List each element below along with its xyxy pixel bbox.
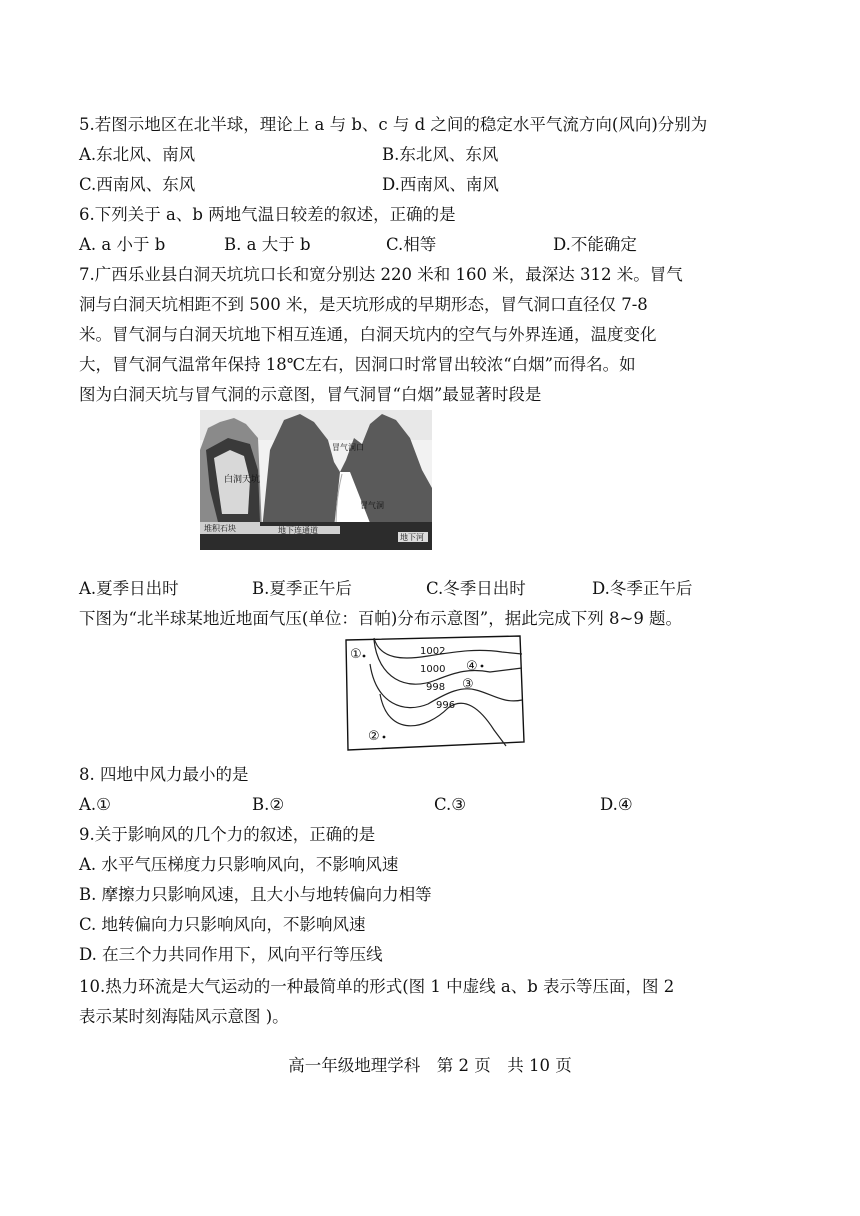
q7-line-3: 米。冒气洞与白洞天坑地下相互连通，白洞天坑内的空气与外界连通，温度变化 xyxy=(79,325,657,344)
point-2: ② xyxy=(368,729,380,744)
q9-option-a: A. 水平气压梯度力只影响风向，不影响风速 xyxy=(79,855,399,874)
q9-option-b: B. 摩擦力只影响风速，且大小与地转偏向力相等 xyxy=(79,885,432,904)
q5-stem: 5.若图示地区在北半球，理论上 a 与 b、c 与 d 之间的稳定水平气流方向(风向)分别为 xyxy=(79,115,708,134)
q7-option-d: D.冬季正午后 xyxy=(592,579,693,598)
intro-8-9: 下图为“北半球某地近地面气压(单位：百帕)分布示意图”，据此完成下列 8~9 题。 xyxy=(79,609,683,628)
q7-line-1: 7.广西乐业县白洞天坑坑口长和宽分别达 220 米和 160 米，最深达 312 米。冒气 xyxy=(79,265,683,284)
q7-line-2: 洞与白洞天坑相距不到 500 米，是天坑形成的早期形态，冒气洞口直径仅 7-8 xyxy=(79,295,648,314)
q8-stem: 8. 四地中风力最小的是 xyxy=(79,765,249,784)
q6-option-a: A. a 小于 b xyxy=(79,235,166,254)
q7-option-b: B.夏季正午后 xyxy=(252,579,352,598)
point-4: ④ xyxy=(466,659,478,674)
label-cave: 冒气洞 xyxy=(360,501,384,510)
q5-option-a: A.东北风、南风 xyxy=(79,145,196,164)
q8-option-d: D.④ xyxy=(600,795,633,814)
q9-stem: 9.关于影响风的几个力的叙述，正确的是 xyxy=(79,825,376,844)
label-river: 地下河 xyxy=(400,533,424,542)
isobar-996: 996 xyxy=(436,700,456,711)
q6-stem: 6.下列关于 a、b 两地气温日较差的叙述，正确的是 xyxy=(79,205,456,224)
pressure-map-figure xyxy=(344,634,526,752)
isobar-1002: 1002 xyxy=(420,646,446,657)
point-3: ③ xyxy=(462,677,474,692)
q6-option-c: C.相等 xyxy=(386,235,437,254)
q7-line-5: 图为白洞天坑与冒气洞的示意图，冒气洞冒“白烟”最显著时段是 xyxy=(79,385,542,404)
q8-option-c: C.③ xyxy=(434,795,467,814)
q7-option-c: C.冬季日出时 xyxy=(426,579,526,598)
point-1: ① xyxy=(350,647,362,662)
label-passage: 地下连通道 xyxy=(278,526,318,535)
q8-option-b: B.② xyxy=(252,795,285,814)
q9-option-d: D. 在三个力共同作用下，风向平行等压线 xyxy=(79,945,383,964)
q10-line-1: 10.热力环流是大气运动的一种最简单的形式(图 1 中虚线 a、b 表示等压面，图 2 xyxy=(79,977,675,996)
label-tiankeng: 白洞天坑 xyxy=(224,475,261,485)
q6-option-b: B. a 大于 b xyxy=(224,235,311,254)
q5-option-d: D.西南风、南风 xyxy=(382,175,499,194)
q6-option-d: D.不能确定 xyxy=(553,235,637,254)
q5-option-c: C.西南风、东风 xyxy=(79,175,196,194)
isobar-1000: 1000 xyxy=(420,664,446,675)
label-mouth: 冒气洞口 xyxy=(332,443,364,452)
q5-option-b: B.东北风、东风 xyxy=(382,145,499,164)
page-footer: 高一年级地理学科 第 2 页 共 10 页 xyxy=(288,1056,572,1075)
q7-line-4: 大，冒气洞气温常年保持 18℃左右，因洞口时常冒出较浓“白烟”而得名。如 xyxy=(79,355,636,374)
label-deposit: 堆积石块 xyxy=(204,524,236,533)
tiankeng-figure xyxy=(200,410,432,550)
q10-line-2: 表示某时刻海陆风示意图 )。 xyxy=(79,1007,289,1026)
q7-option-a: A.夏季日出时 xyxy=(79,579,179,598)
q8-option-a: A.① xyxy=(79,795,111,814)
q9-option-c: C. 地转偏向力只影响风向，不影响风速 xyxy=(79,915,366,934)
isobar-998: 998 xyxy=(426,682,446,693)
